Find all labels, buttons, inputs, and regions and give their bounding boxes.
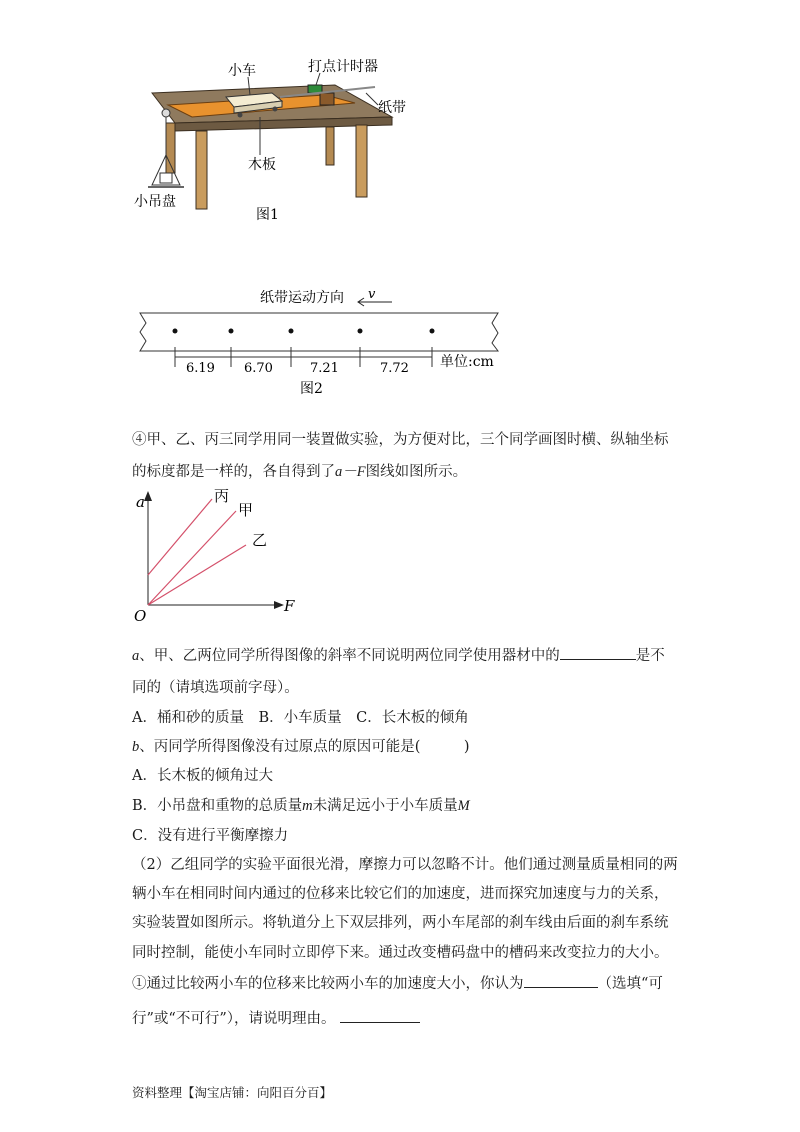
q4-line-2-pre: 的标度都是一样的，各自得到了 <box>132 464 335 480</box>
x-axis-label: F <box>284 597 295 615</box>
figure-2-tape <box>130 285 510 400</box>
tape-dot <box>358 329 363 334</box>
segment-3: 7.21 <box>310 361 339 376</box>
part-b-text: 、丙同学所得图像没有过原点的原因可能是( ) <box>139 739 470 755</box>
pulley <box>162 109 170 117</box>
cart-wheel <box>273 107 278 112</box>
q4-line-2 <box>132 462 467 482</box>
part-b-option-a: A．长木板的倾角过大 <box>132 768 273 784</box>
table-leg <box>356 125 367 197</box>
part-2-line-1: （2）乙组同学的实验平面很光滑，摩擦力可以忽略不计。他们通过测量质量相同的两 <box>132 857 678 873</box>
label-timer: 打点计时器 <box>308 59 378 75</box>
graph-line-yi <box>148 545 246 605</box>
q4-formula: a－F <box>335 464 366 480</box>
y-axis-arrow <box>144 491 152 501</box>
tape-dot <box>430 329 435 334</box>
part-2-line-6-text: 行”或“不可行”），请说明理由。 <box>132 1011 336 1027</box>
label-bing: 丙 <box>214 487 230 505</box>
part-2-line-6 <box>132 1008 420 1029</box>
tape-direction-label: 纸带运动方向 <box>260 290 344 306</box>
footer-source: 资料整理【淘宝店铺：向阳百分百】 <box>132 1085 333 1100</box>
mass-m-symbol: m <box>302 798 313 814</box>
y-axis-label: a <box>136 493 145 511</box>
tape-dot <box>173 329 178 334</box>
label-cart: 小车 <box>228 63 256 79</box>
reason-answer-blank[interactable] <box>340 1008 420 1023</box>
part-2-line-5-pre: ①通过比较两小车的位移来比较两小车的加速度大小，你认为 <box>132 976 524 992</box>
mass-M-symbol: M <box>457 798 470 814</box>
part-b-option-b <box>132 796 470 816</box>
tape-outline <box>140 313 498 351</box>
segment-2: 6.70 <box>244 361 273 376</box>
part-a-prefix: a <box>132 648 140 664</box>
table-leg <box>196 131 207 209</box>
feasibility-answer-blank[interactable] <box>524 973 598 988</box>
label-tape: 纸带 <box>378 100 406 116</box>
a-f-graph <box>132 485 307 625</box>
label-board: 木板 <box>248 157 276 173</box>
label-yi: 乙 <box>252 531 268 549</box>
part-2-line-5-post: （选填“可 <box>597 976 663 992</box>
graph-line-bing <box>148 499 212 575</box>
part-b-question <box>132 737 470 757</box>
figure-2-caption: 图2 <box>300 381 323 397</box>
segment-4: 7.72 <box>380 361 409 376</box>
part-a-line-1 <box>132 645 665 666</box>
q4-line-1: ④甲、乙、丙三同学用同一装置做实验，为方便对比，三个同学画图时横、纵轴坐标 <box>132 432 669 448</box>
part-2-line-4: 同时控制，能使小车同时立即停下来。通过改变槽码盘中的槽码来改变拉力的大小。 <box>132 945 669 961</box>
hanger-weight <box>160 173 172 183</box>
part-a-line-2: 同的（请填选项前字母）。 <box>132 680 299 696</box>
part-2-line-2: 辆小车在相同时间内通过的位移来比较它们的加速度，进而探究加速度与力的关系， <box>132 886 669 902</box>
part-a-tail: 是不 <box>635 648 665 664</box>
origin-label: O <box>134 607 147 625</box>
part-b-prefix: b <box>132 739 140 755</box>
part-a-answer-blank[interactable] <box>560 645 636 660</box>
part-2-line-3: 实验装置如图所示。将轨道分上下双层排列，两小车尾部的刹车线由后面的刹车系统 <box>132 915 669 931</box>
part-b-option-b-mid: 未满足远小于小车质量 <box>312 798 458 814</box>
figure-1-apparatus <box>130 55 420 230</box>
label-jia: 甲 <box>238 501 254 519</box>
table-leg <box>326 127 334 165</box>
tape-dot <box>229 329 234 334</box>
part-b-option-b-pre: B．小吊盘和重物的总质量 <box>132 798 303 814</box>
segment-1: 6.19 <box>186 361 215 376</box>
unit-label: 单位:cm <box>440 354 494 370</box>
velocity-symbol: v <box>368 287 376 302</box>
part-a-text: 、甲、乙两位同学所得图像的斜率不同说明两位同学使用器材中的 <box>139 648 560 664</box>
cart-wheel <box>238 113 243 118</box>
tape-dot <box>289 329 294 334</box>
part-a-options: A．桶和砂的质量 B．小车质量 C．长木板的倾角 <box>132 710 469 726</box>
x-axis-arrow <box>274 601 284 609</box>
q4-line-2-post: 图线如图所示。 <box>365 464 468 480</box>
part-2-line-5 <box>132 973 663 994</box>
part-b-option-c: C．没有进行平衡摩擦力 <box>132 828 289 844</box>
graph-line-jia <box>148 511 236 605</box>
timer-base <box>320 93 334 105</box>
figure-1-caption: 图1 <box>256 207 279 223</box>
label-hanger: 小吊盘 <box>134 194 176 210</box>
